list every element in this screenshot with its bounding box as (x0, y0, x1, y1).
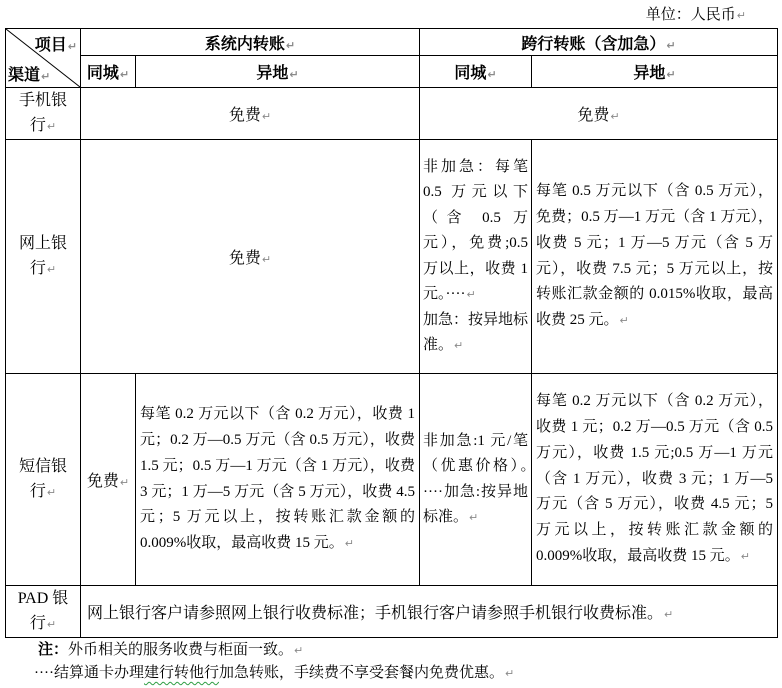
paragraph-mark: ↵ (740, 549, 750, 563)
header-inter-local-text: 同城 (454, 65, 487, 82)
paragraph-mark: ↵ (261, 110, 272, 123)
paragraph-mark: ↵ (664, 608, 674, 621)
row-label-pad-banking-text: PAD 银行 (17, 590, 69, 632)
footnotes (34, 639, 514, 685)
sms-inter-local-paragraph (423, 429, 528, 531)
header-row-2 (6, 56, 778, 88)
header-interbank-transfer-text: 跨行转账（含加急） (521, 35, 666, 53)
note-label: 注： (38, 642, 69, 658)
header-intra-system-transfer (81, 29, 420, 56)
header-inter-local (420, 56, 532, 88)
footnote-dots-marker: ···· (34, 665, 54, 681)
paragraph-mark: ↵ (119, 68, 130, 81)
cell-sms-inter-local-fee-text: 非加急:1 元/笔（优惠价格）。····加急:按异地标准。 (423, 432, 529, 525)
online-inter-local-p1-text: 非加急：每笔 0.5 万元以下（含 0.5 万元），免费;0.5 万以上，收费 1 元。···· (423, 158, 529, 302)
row-sms-banking (6, 374, 778, 586)
cell-online-inter-local-fee (420, 140, 532, 374)
paragraph-mark: ↵ (285, 38, 296, 52)
note-settlement-prefix-text: 结算通卡办理 (53, 665, 144, 681)
paragraph-mark: ↵ (289, 68, 299, 81)
paragraph-mark: ↵ (67, 40, 77, 53)
online-inter-local-paragraph-1 (423, 155, 528, 308)
cell-online-intra-fee-text: 免费 (228, 250, 261, 267)
online-inter-local-p2-text: 加急：按异地标准。 (423, 311, 529, 353)
header-intra-system-transfer-text: 系统内转账 (204, 35, 285, 53)
cell-pad-fee-reference-text: 网上银行客户请参照网上银行收费标准；手机银行客户请参照手机银行收费标准。 (87, 605, 664, 622)
header-inter-remote (532, 56, 778, 88)
paragraph-mark: ↵ (46, 120, 57, 133)
row-label-mobile-banking (6, 88, 81, 140)
row-label-sms-banking-text: 短信银行 (18, 458, 67, 500)
cell-sms-intra-local-fee-text: 免费 (86, 473, 119, 490)
paragraph-mark: ↵ (610, 110, 620, 123)
note-settlement-underlined-text: 建行转他行 (144, 665, 220, 681)
cell-sms-intra-remote-fee-text: 每笔 0.2 万元以下（含 0.2 万元），收费 1 元；0.2 万—0.5 万元（含 0.5 万元），收费 1.5 元；0.5 万—1 万元（含 1 万元），收费 3 元；1 万—5 万元（含 5 万元），收费 4.5 元；5 万元以上，按转账汇款金额的 0.009%收取，最高收费 15 元。 (140, 406, 416, 552)
online-inter-local-paragraph-2 (423, 308, 528, 359)
note-currency (38, 639, 514, 662)
cell-sms-inter-remote-fee-text: 每笔 0.2 万元以下（含 0.2 万元），收费 1 元；0.2 万—0.5 万元（含 0.5 万元），收费 1.5 元;0.5 万—1 万元（含 1 万元），收费 3 元；1 万—5 万元（含 5 万元），收费 4.5 元；5 万元以上，按转账汇款金额的 0.009%收取，最高收费 15 元。 (536, 393, 774, 564)
header-intra-remote (136, 56, 420, 88)
cell-sms-inter-local-fee (420, 374, 532, 586)
cell-sms-inter-remote-fee (532, 374, 778, 586)
cell-sms-intra-remote-fee (136, 374, 420, 586)
cell-mobile-intra-fee-text: 免费 (228, 107, 261, 124)
paragraph-mark: ↵ (487, 68, 497, 81)
row-label-sms-banking (6, 374, 81, 586)
row-label-mobile-banking-text: 手机银行 (18, 92, 67, 134)
corner-label-project (35, 32, 77, 55)
cell-sms-intra-local-fee (81, 374, 136, 586)
unit-label-text: 单位：人民币 (645, 7, 736, 23)
cell-online-intra-fee (81, 140, 420, 374)
cell-mobile-intra-fee (81, 88, 420, 140)
header-intra-local (81, 56, 136, 88)
cell-mobile-inter-fee (420, 88, 778, 140)
header-intra-local-text: 同城 (86, 65, 119, 82)
paragraph-mark: ↵ (469, 511, 479, 524)
paragraph-mark: ↵ (46, 486, 57, 499)
cell-mobile-inter-fee-text: 免费 (577, 107, 610, 124)
row-label-pad-banking (6, 586, 81, 638)
paragraph-mark: ↵ (46, 263, 57, 276)
paragraph-mark: ↵ (666, 68, 676, 81)
unit-label (646, 3, 746, 24)
note-currency-text: 外币相关的服务收费与柜面一致。 (68, 642, 294, 658)
corner-label-channel (8, 62, 50, 85)
corner-label-project-text: 项目 (34, 37, 67, 54)
header-intra-remote-text: 异地 (256, 65, 289, 82)
paragraph-mark: ↵ (454, 339, 464, 352)
paragraph-mark: ↵ (46, 618, 57, 631)
cell-online-inter-remote-fee (532, 140, 778, 374)
paragraph-mark: ↵ (466, 288, 476, 301)
paragraph-mark: ↵ (119, 476, 130, 489)
cell-online-inter-remote-fee-text: 每笔 0.5 万元以下（含 0.5 万元），免费；0.5 万—1 万元（含 1 万元），收费 5 元；1 万—5 万元（含 5 万元），收费 7.5 元；5 万元以上，按转账汇款金额的 0.015%收取，最高收费 25 元。 (536, 183, 774, 329)
header-inter-remote-text: 异地 (633, 65, 666, 82)
paragraph-mark: ↵ (505, 667, 515, 680)
paragraph-mark: ↵ (736, 9, 746, 22)
row-label-online-banking (6, 140, 81, 374)
paragraph-mark: ↵ (344, 537, 354, 551)
row-mobile-banking (6, 88, 778, 140)
corner-label-channel-text: 渠道 (8, 67, 41, 84)
paragraph-mark: ↵ (294, 644, 304, 657)
row-online-banking (6, 140, 778, 374)
paragraph-mark: ↵ (666, 38, 676, 52)
row-pad-banking (6, 586, 778, 638)
cell-pad-fee-reference (81, 586, 778, 638)
note-settlement-card (34, 662, 514, 685)
paragraph-mark: ↵ (619, 314, 629, 328)
note-settlement-suffix-text: 加急转账，手续费不享受套餐内免费优惠。 (219, 665, 505, 681)
paragraph-mark: ↵ (41, 70, 51, 83)
header-row-1 (6, 29, 778, 56)
row-label-online-banking-text: 网上银行 (18, 235, 67, 277)
header-interbank-transfer (420, 29, 778, 56)
corner-cell (6, 29, 81, 88)
paragraph-mark: ↵ (261, 253, 272, 266)
fee-table (5, 28, 778, 638)
